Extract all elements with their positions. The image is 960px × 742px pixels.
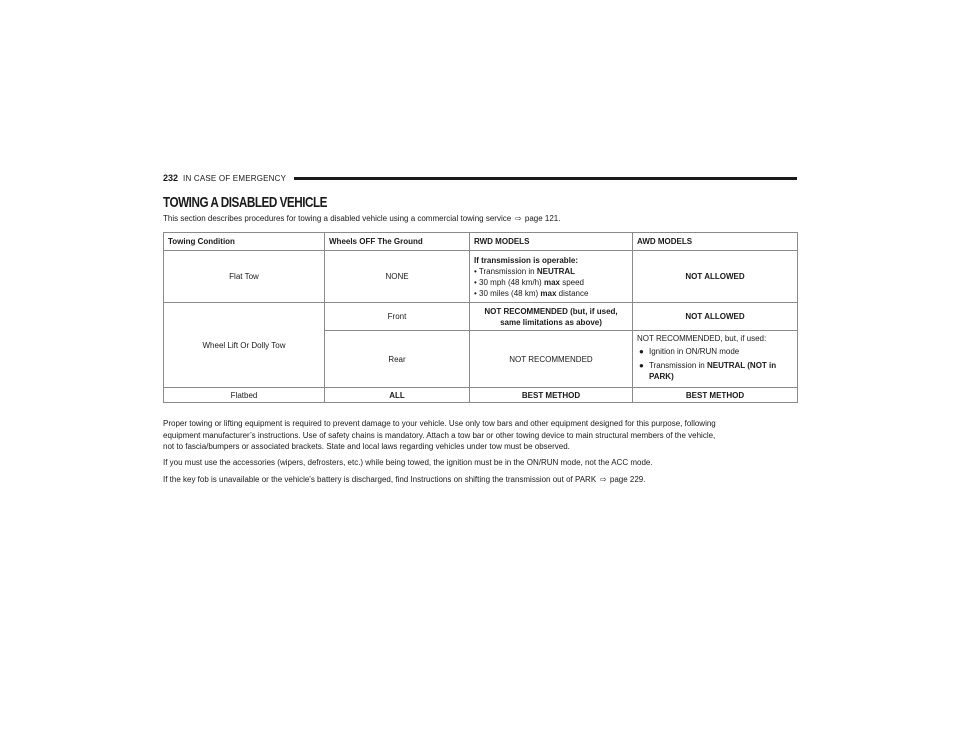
cell-rear-awd xyxy=(633,331,798,388)
cell-flatbed-rwd: BEST METHOD xyxy=(470,388,633,403)
towing-table xyxy=(163,232,798,403)
cell-flat-tow-wheels: NONE xyxy=(325,251,470,303)
table-header-row xyxy=(164,233,798,251)
list-item: ● Transmission in NEUTRAL (NOT in PARK) xyxy=(639,361,777,381)
arrow-right-icon: ⇨ xyxy=(515,214,522,223)
cell-rear-wheels: Rear xyxy=(325,331,470,388)
paragraph-accessories: If you must use the accessories (wipers, defrosters, etc.) while being towed, the ignition must be in the ON/RUN mode, not the ACC mode. xyxy=(163,458,653,467)
header-rwd-models: RWD MODELS xyxy=(470,233,633,251)
cell-wheel-lift: Wheel Lift Or Dolly Tow xyxy=(164,303,325,388)
page-number: 232 xyxy=(163,173,179,183)
cell-rear-rwd: NOT RECOMMENDED xyxy=(470,331,633,388)
table-row-flatbed xyxy=(164,388,798,403)
page-title: TOWING A DISABLED VEHICLE xyxy=(163,194,328,211)
rwd-conditions-list xyxy=(474,266,628,299)
paragraph-key-fob: If the key fob is unavailable or the vehicle's battery is discharged, find Instructions on shifting the transmission out of PARK ⇨ page 229. xyxy=(163,475,646,484)
cell-front-wheels: Front xyxy=(325,303,470,331)
bullet-icon: ● xyxy=(639,361,644,370)
awd-conditions-list xyxy=(637,346,793,382)
section-name: IN CASE OF EMERGENCY xyxy=(183,173,287,183)
list-item: ● Ignition in ON/RUN mode xyxy=(639,347,740,356)
table-row-flat-tow xyxy=(164,251,798,303)
rwd-heading: If transmission is operable: xyxy=(474,255,579,265)
cell-flatbed: Flatbed xyxy=(164,388,325,403)
table-row-wheel-lift-front xyxy=(164,303,798,331)
header-rule xyxy=(294,177,797,180)
cell-flat-tow-awd: NOT ALLOWED xyxy=(633,251,798,303)
page-229-link[interactable]: page 229. xyxy=(609,475,646,484)
cell-front-rwd: NOT RECOMMENDED (but, if used, same limitations as above) xyxy=(470,303,633,331)
awd-heading: NOT RECOMMENDED, but, if used: xyxy=(637,334,767,343)
cell-flatbed-wheels: ALL xyxy=(325,388,470,403)
intro-text xyxy=(163,214,560,223)
cell-flat-tow: Flat Tow xyxy=(164,251,325,303)
arrow-right-icon: ⇨ xyxy=(600,475,607,484)
paragraph-equipment: Proper towing or lifting equipment is required to prevent damage to your vehicle. Use only tow bars and other equipment designed for this purpose, following equipment manufacturer’s instructions. Use of safety chains is mandatory. Attach a tow bar or other towing device to main structural members of the vehicle, not to fascia/bumpers or associated brackets. State and local laws regarding vehicles under tow must be observed. xyxy=(163,419,716,451)
page-header xyxy=(163,171,797,185)
intro-page-link[interactable]: page 121. xyxy=(524,214,561,223)
header-towing-condition: Towing Condition xyxy=(164,233,325,251)
intro-sentence: This section describes procedures for towing a disabled vehicle using a commercial towing service xyxy=(163,214,512,223)
header-awd-models: AWD MODELS xyxy=(633,233,798,251)
cell-front-awd: NOT ALLOWED xyxy=(633,303,798,331)
header-wheels-off: Wheels OFF The Ground xyxy=(325,233,470,251)
list-item: • 30 mph (48 km/h) max speed xyxy=(474,277,584,287)
bullet-icon: ● xyxy=(639,347,644,356)
cell-flatbed-awd: BEST METHOD xyxy=(633,388,798,403)
list-item: • Transmission in NEUTRAL xyxy=(474,266,576,276)
cell-flat-tow-rwd xyxy=(470,251,633,303)
list-item: • 30 miles (48 km) max distance xyxy=(474,288,589,298)
